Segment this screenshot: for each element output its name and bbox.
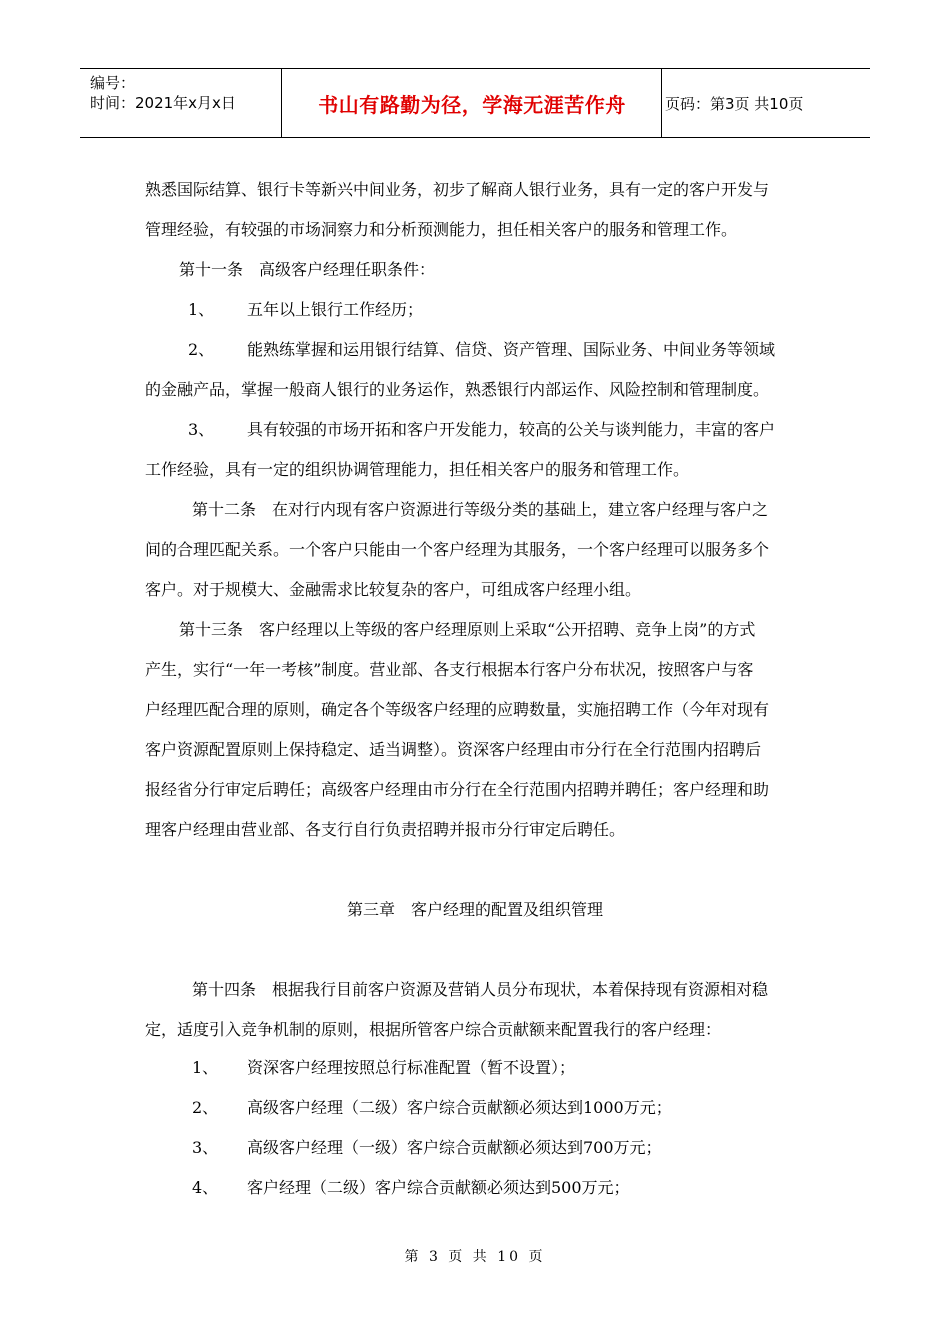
header-page-info: 页码：第3页 共10页 <box>665 94 804 113</box>
document-number-label: 编号： <box>90 74 136 92</box>
paragraph-line: 户经理匹配合理的原则，确定各个等级客户经理的应聘数量，实施招聘工作（今年对现有 <box>145 700 770 719</box>
list-item-text: 高级客户经理（一级）客户综合贡献额必须达到700万元； <box>247 1138 662 1157</box>
paragraph-line: 报经省分行审定后聘任；高级客户经理由市分行在全行范围内招聘并聘任；客户经理和助 <box>145 780 770 799</box>
list-item-text: 客户经理（二级）客户综合贡献额必须达到500万元； <box>247 1178 630 1197</box>
header-motto: 书山有路勤为径，学海无涯苦作舟 <box>318 92 626 117</box>
article-12-line: 第十二条 在对行内现有客户资源进行等级分类的基础上，建立客户经理与客户之 <box>192 500 769 519</box>
article-14-line: 第十四条 根据我行目前客户资源及营销人员分布现状，本着保持现有资源相对稳 <box>192 980 769 999</box>
list-item-text: 能熟练掌握和运用银行结算、信贷、资产管理、国际业务、中间业务等领域 <box>247 340 776 359</box>
page-footer: 第 3 页 共 10 页 <box>404 1249 546 1265</box>
list-item-text: 资深客户经理按照总行标准配置（暂不设置）； <box>247 1058 576 1077</box>
paragraph-line: 产生，实行“一年一考核”制度。营业部、各支行根据本行客户分布状况，按照客户与客 <box>145 660 754 679</box>
paragraph-line: 的金融产品，掌握一般商人银行的业务运作，熟悉银行内部运作、风险控制和管理制度。 <box>145 380 770 399</box>
paragraph-line: 理客户经理由营业部、各支行自行负责招聘并报市分行审定后聘任。 <box>145 820 626 839</box>
document-date-label: 时间：2021年x月x日 <box>90 94 236 112</box>
header-divider-right <box>661 69 662 137</box>
article-13-line: 第十三条 客户经理以上等级的客户经理原则上采取“公开招聘、竞争上岗”的方式 <box>179 620 756 639</box>
header-divider-left <box>281 69 282 137</box>
list-number: 1、 <box>188 300 215 319</box>
list-item-text: 高级客户经理（二级）客户综合贡献额必须达到1000万元； <box>247 1098 672 1117</box>
list-item-text: 具有较强的市场开拓和客户开发能力，较高的公关与谈判能力，丰富的客户 <box>247 420 776 439</box>
paragraph-line: 间的合理匹配关系。一个客户只能由一个客户经理为其服务，一个客户经理可以服务多个 <box>145 540 770 559</box>
paragraph-line: 定，适度引入竞争机制的原则，根据所管客户综合贡献额来配置我行的客户经理： <box>145 1020 722 1039</box>
paragraph-line: 工作经验，具有一定的组织协调管理能力，担任相关客户的服务和管理工作。 <box>145 460 690 479</box>
chapter-title: 第三章 客户经理的配置及组织管理 <box>346 900 603 919</box>
list-number: 2、 <box>188 340 215 359</box>
list-number: 1、 <box>192 1058 219 1077</box>
paragraph-line: 管理经验，有较强的市场洞察力和分析预测能力，担任相关客户的服务和管理工作。 <box>145 220 738 239</box>
page-header <box>80 68 870 138</box>
list-item-text: 五年以上银行工作经历； <box>247 300 424 319</box>
article-11-heading: 第十一条 高级客户经理任职条件： <box>179 260 436 279</box>
paragraph-line: 客户。对于规模大、金融需求比较复杂的客户，可组成客户经理小组。 <box>145 580 642 599</box>
list-number: 2、 <box>192 1098 219 1117</box>
paragraph-line: 客户资源配置原则上保持稳定、适当调整）。资深客户经理由市分行在全行范围内招聘后 <box>145 740 762 759</box>
list-number: 3、 <box>192 1138 219 1157</box>
header-meta <box>90 73 236 113</box>
list-number: 4、 <box>192 1178 219 1197</box>
paragraph-line: 熟悉国际结算、银行卡等新兴中间业务，初步了解商人银行业务，具有一定的客户开发与 <box>145 180 770 199</box>
list-number: 3、 <box>188 420 215 439</box>
